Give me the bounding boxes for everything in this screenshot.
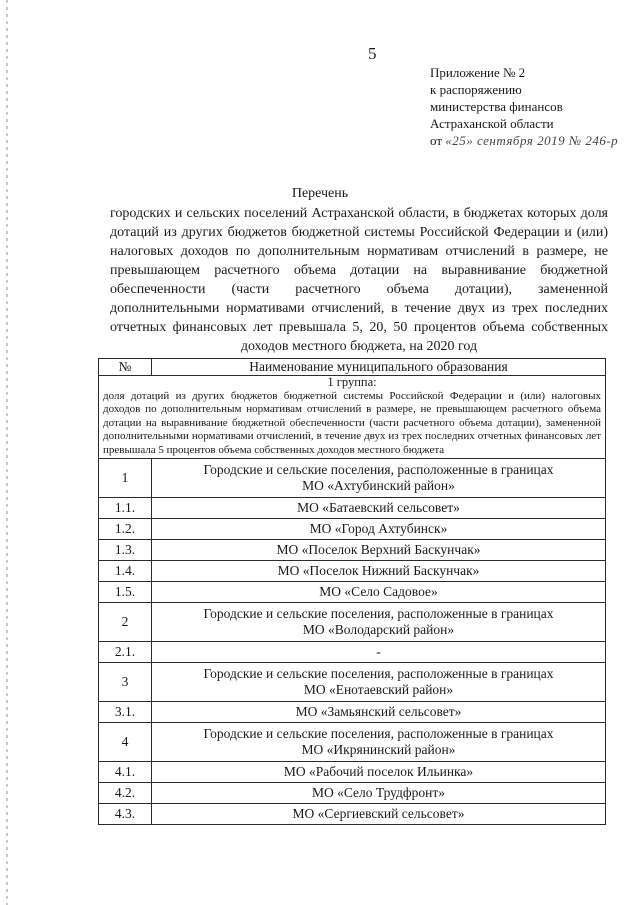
row-name-line-1: Городские и сельские поселения, расположенные в границах (203, 461, 554, 477)
appendix-block (430, 64, 618, 149)
row-name (152, 782, 606, 803)
row-name (152, 497, 606, 518)
row-name (152, 581, 606, 602)
table-row (99, 641, 606, 662)
row-number: 1 (99, 458, 152, 497)
table-row (99, 602, 606, 641)
group-title: 1 группа: (327, 375, 377, 389)
row-number: 2 (99, 602, 152, 641)
header-name: Наименование муниципального образования (152, 359, 606, 376)
row-number: 1.3. (99, 539, 152, 560)
table-row (99, 701, 606, 722)
row-number: 3 (99, 662, 152, 701)
group-description: доля дотаций из других бюджетов бюджетной системы Российской Федерации и (или) налоговых доходов по дополнительным нормативам отчислений в размере, не превышающем расчетного объема дотации на выравнивание бюджетной обеспеченности (части расчетного объема дотации), замененной дополнительными нормативами отчислений, в течение двух из трех последних отчетных финансовых лет превышала 5 процентов объема собственных доходов местного бюджета (103, 389, 601, 456)
row-name-line-1: МО «Сергиевский сельсовет» (292, 805, 465, 821)
row-number: 3.1. (99, 701, 152, 722)
table-row (99, 518, 606, 539)
table-row (99, 803, 606, 824)
row-name-line-1: Городские и сельские поселения, расположенные в границах (203, 605, 554, 621)
row-number: 4 (99, 722, 152, 761)
row-number: 1.1. (99, 497, 152, 518)
row-name-line-1: МО «Батаевский сельсовет» (297, 499, 460, 515)
table-row (99, 581, 606, 602)
municipalities-table (98, 358, 606, 825)
table-row (99, 782, 606, 803)
header-number: № (99, 359, 152, 376)
row-name (152, 662, 606, 701)
table-header-row (99, 359, 606, 376)
row-number: 4.3. (99, 803, 152, 824)
appendix-line-3: министерства финансов (430, 99, 563, 114)
appendix-line-1: Приложение № 2 (430, 65, 526, 80)
document-title: Перечень (291, 186, 349, 201)
row-name-line-1: МО «Рабочий поселок Ильинка» (283, 763, 474, 779)
row-name (152, 458, 606, 497)
table-row (99, 497, 606, 518)
row-name-line-1: МО «Город Ахтубинск» (309, 520, 448, 536)
row-number: 1.4. (99, 560, 152, 581)
row-number: 2.1. (99, 641, 152, 662)
appendix-line-2: к распоряжению (430, 82, 522, 97)
table-row (99, 560, 606, 581)
row-name (152, 560, 606, 581)
row-name-line-1: МО «Село Трудфронт» (311, 784, 446, 800)
appendix-date-prefix: от (430, 133, 443, 148)
row-number: 4.2. (99, 782, 152, 803)
row-name-line-1: МО «Село Садовое» (319, 583, 438, 599)
row-number: 1.2. (99, 518, 152, 539)
row-name-line-2: МО «Икрянинский район» (301, 741, 456, 757)
row-name-line-1: Городские и сельские поселения, расположенные в границах (203, 665, 554, 681)
document-subtitle: городских и сельских поселений Астраханской области, в бюджетах которых доля дотаций из других бюджетов бюджетной системы Российской Федерации и (или) налоговых доходов по дополнительным нормативам отчислений в размере, не превышающем расчетного объема дотации на выравнивание бюджетной обеспеченности (части расчетного объема дотации), замененной дополнительными нормативами отчислений, в течение двух из трех последних отчетных финансовых лет превышала 5, 20, 50 процентов объема собственных доходов местного бюджета, на 2020 год (110, 206, 608, 354)
row-name-line-1: МО «Поселок Нижний Баскунчак» (277, 562, 480, 578)
group-row (99, 376, 606, 459)
row-number: 1.5. (99, 581, 152, 602)
row-name-line-2: МО «Ахтубинский район» (302, 477, 455, 493)
row-name (152, 701, 606, 722)
table-row (99, 539, 606, 560)
scan-edge-artifact (6, 0, 8, 905)
row-name-line-1: МО «Замьянский сельсовет» (295, 703, 462, 719)
appendix-line-4: Астраханской области (430, 116, 554, 131)
table-row (99, 662, 606, 701)
row-name-line-1: Городские и сельские поселения, расположенные в границах (203, 725, 554, 741)
table-row (99, 761, 606, 782)
row-name-line-1: МО «Поселок Верхний Баскунчак» (276, 541, 481, 557)
row-name (152, 761, 606, 782)
row-name (152, 539, 606, 560)
page-number: 5 (368, 44, 377, 63)
row-name (152, 641, 606, 662)
table-row (99, 458, 606, 497)
row-name (152, 803, 606, 824)
row-name-line-2: МО «Володарский район» (302, 621, 455, 637)
row-name (152, 722, 606, 761)
handwritten-date-number: «25» сентября 2019 № 246-р (445, 133, 619, 148)
table-row (99, 722, 606, 761)
appendix-line-5 (430, 132, 618, 149)
row-number: 4.1. (99, 761, 152, 782)
row-name (152, 602, 606, 641)
row-name-line-1: - (376, 643, 381, 659)
group-cell (99, 376, 606, 459)
row-name-line-2: МО «Енотаевский район» (303, 681, 454, 697)
row-name (152, 518, 606, 539)
